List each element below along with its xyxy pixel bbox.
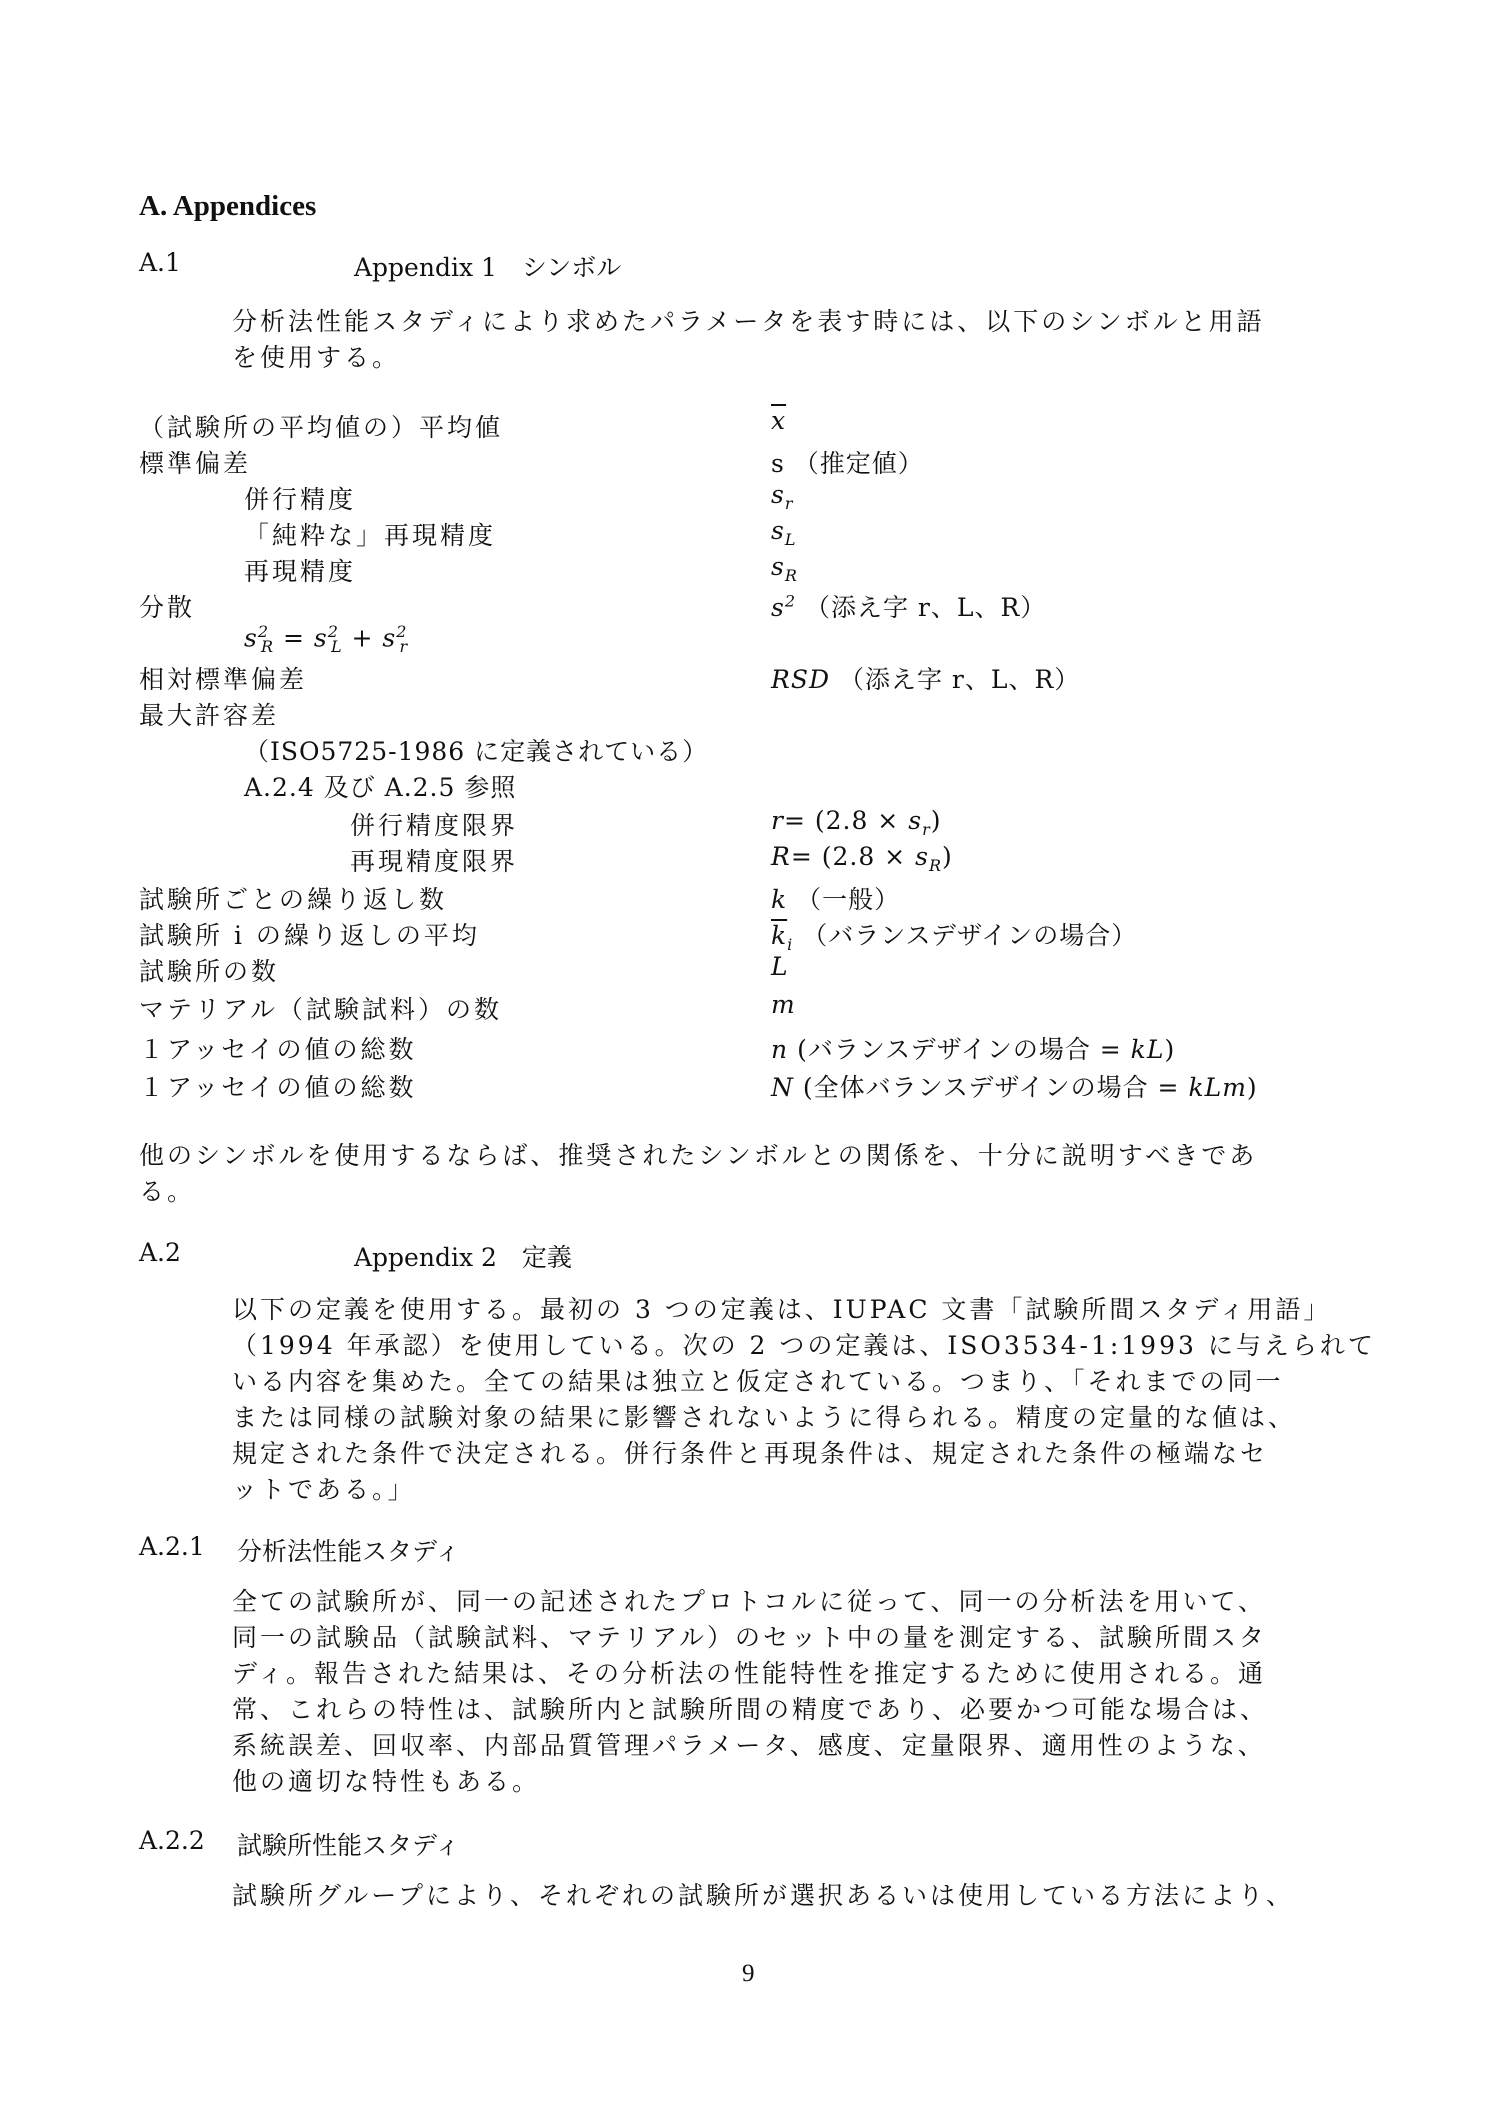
section-a1-header bbox=[139, 248, 839, 282]
a21-paragraph bbox=[232, 1584, 1268, 1800]
symbol-rsd: RSD （添え字 r、L、R） bbox=[771, 665, 1081, 694]
section-number: A.2.1 bbox=[139, 1532, 205, 1561]
symbol-sL: $s_L$ bbox=[771, 516, 797, 549]
paragraph-line: または同様の試験対象の結果に影響されないように得られる。精度の定量的な値は、 bbox=[232, 1403, 1297, 1432]
paragraph-line: 以下の定義を使用する。最初の 3 つの定義は、IUPAC 文書「試験所間スタディ用語」 bbox=[232, 1295, 1332, 1324]
symbol-m: m bbox=[771, 990, 796, 1019]
symbol-note: (全体バランスデザインの場合 = bbox=[802, 1073, 1180, 1102]
symbol-n: n (バランスデザインの場合 = kL) bbox=[771, 1035, 1176, 1064]
paragraph-line: 系統誤差、回収率、内部品質管理パラメータ、感度、定量限界、適用性のような、 bbox=[232, 1731, 1266, 1760]
paragraph-line: 分析法性能スタディにより求めたパラメータを表す時には、以下のシンボルと用語 bbox=[232, 307, 1265, 336]
paragraph-line: 試験所グループにより、それぞれの試験所が選択あるいは使用している方法により、 bbox=[232, 1881, 1295, 1910]
label-lab-mean-replicates: 試験所 i の繰り返しの平均 bbox=[139, 921, 480, 950]
label-mean: （試験所の平均値の）平均値 bbox=[139, 413, 504, 442]
symbol-N: N (全体バランスデザインの場合 = kLm) bbox=[771, 1073, 1258, 1102]
label-number-of-labs: 試験所の数 bbox=[139, 957, 280, 986]
paragraph-line: 同一の試験品（試験試料、マテリアル）のセット中の量を測定する、試験所間スタ bbox=[232, 1623, 1268, 1652]
section-title: Appendix 2 定義 bbox=[354, 1243, 572, 1272]
symbol-note: = (2.8 × bbox=[783, 806, 900, 835]
label-pure-reproducibility: 「純粋な」再現精度 bbox=[244, 521, 497, 550]
symbol-ki: $\overline{k}_i$ （バランスデザインの場合） bbox=[771, 921, 1138, 954]
label-max-tolerance: 最大許容差 bbox=[139, 701, 280, 730]
symbol-k: k （一般） bbox=[771, 885, 901, 914]
symbol-note: （添え字 r、L、R） bbox=[838, 665, 1081, 694]
label-variance: 分散 bbox=[139, 593, 196, 622]
a1-closing-paragraph bbox=[139, 1138, 1257, 1210]
label-reproducibility: 再現精度 bbox=[244, 557, 357, 586]
label-number-of-materials: マテリアル（試験試料）の数 bbox=[139, 995, 503, 1024]
symbol-L: L bbox=[771, 952, 789, 981]
page-number: 9 bbox=[742, 1960, 755, 1987]
a22-paragraph bbox=[232, 1878, 1294, 1914]
label-rsd: 相対標準偏差 bbox=[139, 665, 308, 694]
paragraph-line: 他の適切な特性もある。 bbox=[232, 1767, 541, 1796]
section-a21-header bbox=[139, 1532, 839, 1566]
section-title: Appendix 1 シンボル bbox=[354, 253, 622, 282]
paragraph-line: を使用する。 bbox=[232, 343, 401, 372]
label-stdev: 標準偏差 bbox=[139, 449, 252, 478]
symbol-sR: $s_R$ bbox=[771, 552, 798, 585]
paragraph-line: ットである。」 bbox=[232, 1475, 416, 1504]
section-a2-header bbox=[139, 1238, 839, 1272]
label-repeatability-limit: 併行精度限界 bbox=[350, 811, 519, 840]
symbol-note: (バランスデザインの場合 = bbox=[797, 1035, 1122, 1064]
symbol-s: s （推定値） bbox=[771, 449, 924, 478]
symbol-note: = (2.8 × bbox=[790, 842, 907, 871]
label-total-values-n: １アッセイの値の総数 bbox=[139, 1035, 417, 1064]
paragraph-line: （1994 年承認）を使用している。次の 2 つの定義は、ISO3534-1:1993 に与えられて bbox=[232, 1331, 1376, 1360]
symbol-s2: $s^2$ （添え字 r、L、R） bbox=[771, 591, 1047, 622]
symbol-sr: $s_r$ bbox=[771, 480, 794, 513]
symbol-note: （バランスデザインの場合） bbox=[802, 921, 1138, 950]
paragraph-line: 常、これらの特性は、試験所内と試験所間の精度であり、必要かつ可能な場合は、 bbox=[232, 1695, 1269, 1724]
symbol-note: （一般） bbox=[796, 885, 901, 914]
paragraph-line: いる内容を集めた。全ての結果は独立と仮定されている。つまり、「それまでの同一 bbox=[232, 1367, 1284, 1396]
section-number: A.1 bbox=[139, 248, 181, 277]
paragraph-line: ディ。報告された結果は、その分析法の性能特性を推定するために使用される。通 bbox=[232, 1659, 1267, 1688]
a2-paragraph bbox=[232, 1292, 1376, 1508]
label-repeatability: 併行精度 bbox=[244, 485, 357, 514]
label-reproducibility-limit: 再現精度限界 bbox=[350, 847, 519, 876]
section-title: 分析法性能スタディ bbox=[237, 1537, 461, 1566]
symbol-note: （推定値） bbox=[793, 449, 924, 478]
label-total-values-N: １アッセイの値の総数 bbox=[139, 1073, 417, 1102]
label-see-ref: A.2.4 及び A.2.5 参照 bbox=[244, 773, 517, 802]
section-number: A.2 bbox=[139, 1238, 181, 1267]
section-number: A.2.2 bbox=[139, 1826, 205, 1855]
variance-formula: $s^2_R = s^2_L + s^2_r$ bbox=[244, 622, 409, 657]
a1-intro-paragraph bbox=[232, 304, 1265, 376]
symbol-xbar: $\overline{x}$ bbox=[771, 406, 787, 435]
section-title: 試験所性能スタディ bbox=[237, 1831, 461, 1860]
label-replicates-per-lab: 試験所ごとの繰り返し数 bbox=[139, 885, 448, 914]
paragraph-line: 規定された条件で決定される。併行条件と再現条件は、規定された条件の極端なセ bbox=[232, 1439, 1269, 1468]
paragraph-line: 他のシンボルを使用するならば、推奨されたシンボルとの関係を、十分に説明すべきであ bbox=[139, 1141, 1258, 1170]
symbol-note: （添え字 r、L、R） bbox=[804, 593, 1047, 622]
page-heading: A. Appendices bbox=[139, 190, 317, 222]
symbol-r-limit: $r= (2.8 \times s_r)$ bbox=[771, 806, 942, 839]
symbol-R-limit: $R= (2.8 \times s_R)$ bbox=[771, 842, 953, 875]
label-iso-note: （ISO5725-1986 に定義されている） bbox=[244, 737, 709, 766]
paragraph-line: る。 bbox=[139, 1177, 196, 1206]
section-a22-header bbox=[139, 1826, 839, 1860]
paragraph-line: 全ての試験所が、同一の記述されたプロトコルに従って、同一の分析法を用いて、 bbox=[232, 1587, 1267, 1616]
